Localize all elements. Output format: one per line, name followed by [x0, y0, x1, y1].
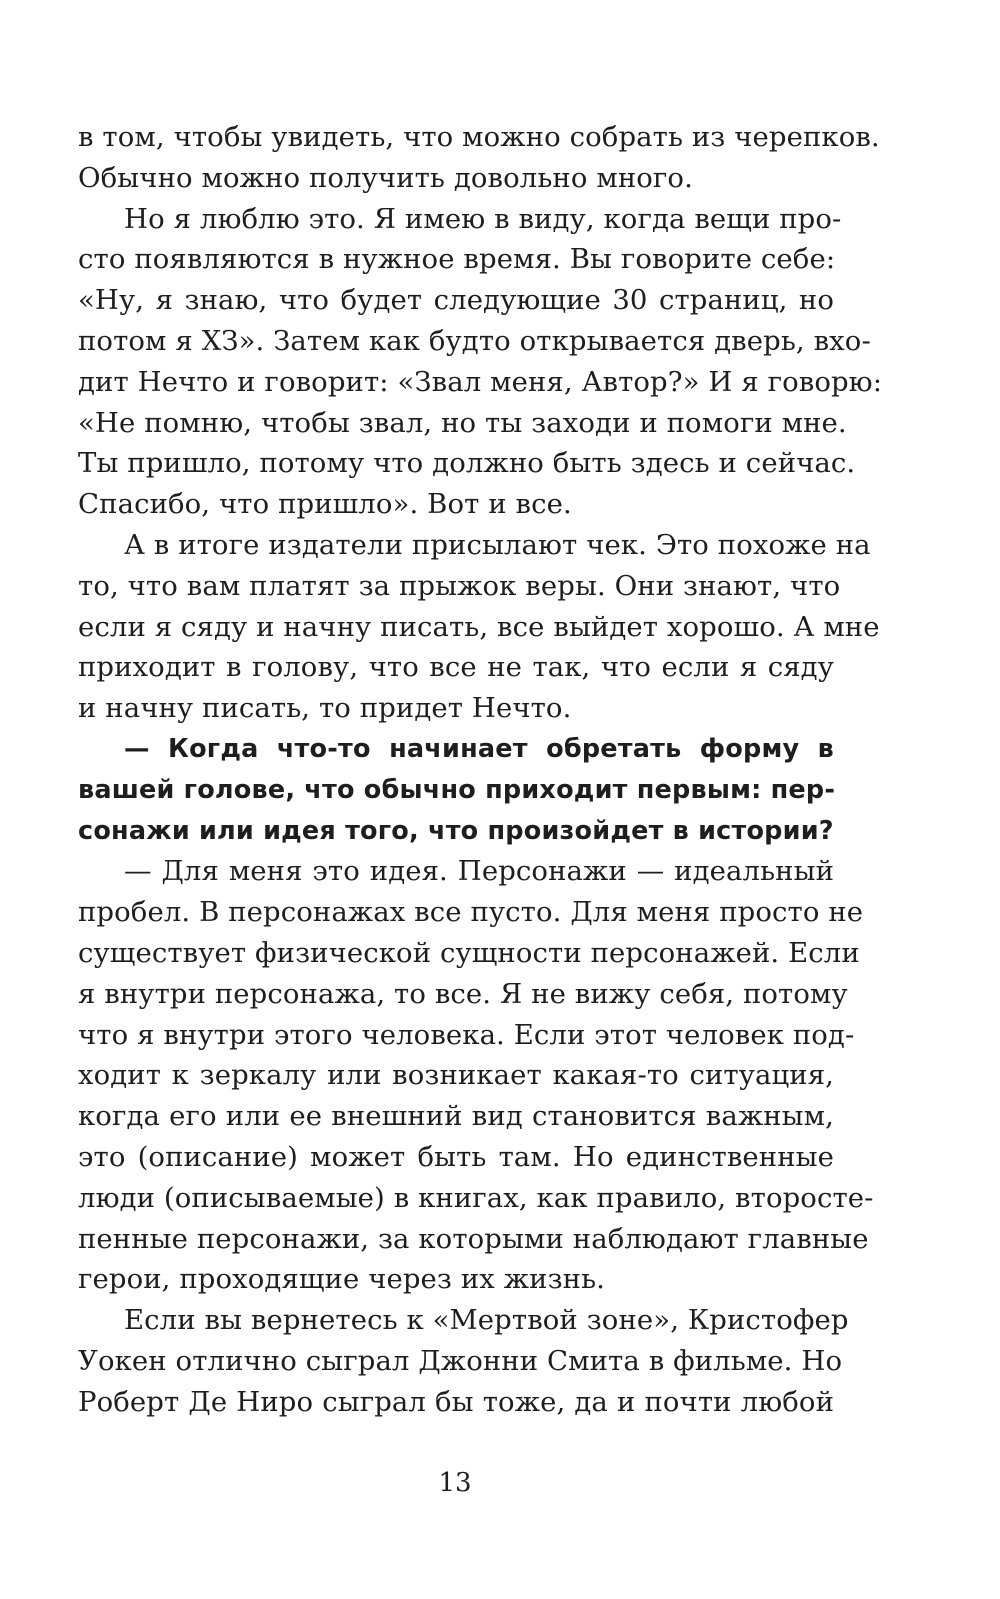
text-line: пробел. В персонажах все пусто. Для меня просто не — [78, 896, 864, 929]
text-line: Ты пришло, потому что должно быть здесь и сейчас. — [78, 447, 856, 480]
text-line: Роберт Де Ниро сыграл бы тоже, да и почти любой — [78, 1385, 834, 1418]
text-line: что я внутри этого человека. Если этот человек под- — [78, 1018, 855, 1051]
text-line: пенные персонажи, за которыми наблюдают главные — [78, 1222, 869, 1255]
text-line: потом я ХЗ». Затем как будто открывается дверь, вхо- — [78, 324, 871, 357]
text-line: я внутри персонажа, то все. Я не вижу себя, потому — [78, 977, 848, 1010]
text-line: люди (описываемые) в книгах, как правило, второсте- — [78, 1181, 874, 1214]
text-line: Обычно можно получить довольно много. — [78, 161, 693, 194]
text-line: существует физической сущности персонажей. Если — [78, 936, 860, 969]
text-line: «Ну, я знаю, что будет следующие 30 страниц, но — [78, 284, 834, 317]
text-line: когда его или ее внешний вид становится важным, — [78, 1100, 834, 1133]
text-line: «Не помню, чтобы звал, но ты заходи и помоги мне. — [78, 406, 847, 439]
text-line: приходит в голову, что все не так, что если я сяду — [78, 651, 834, 684]
question-line: — Когда что-то начинает обретать форму в — [124, 733, 834, 764]
text-line: А в итоге издатели присылают чек. Это похоже на — [124, 528, 871, 561]
text-line: и начну писать, то придет Нечто. — [78, 692, 572, 725]
text-line: — Для меня это идея. Персонажи — идеальный — [124, 855, 834, 888]
text-line: если я сяду и начну писать, все выйдет хорошо. А мне — [78, 610, 880, 643]
text-line: сто появляются в нужное время. Вы говорите себе: — [78, 243, 836, 276]
text-line: Но я люблю это. Я имею в виду, когда вещи про- — [124, 202, 842, 235]
page-number: 13 — [438, 1468, 472, 1498]
text-line: герои, проходящие через их жизнь. — [78, 1263, 606, 1296]
question-line: сонажи или идея того, что произойдет в истории? — [78, 815, 834, 846]
text-line: это (описание) может быть там. Но единственные — [78, 1140, 834, 1173]
text-line: то, что вам платят за прыжок веры. Они знают, что — [78, 569, 841, 602]
text-line: дит Нечто и говорит: «Звал меня, Автор?» И я говорю: — [78, 365, 883, 398]
text-line: Уокен отлично сыграл Джонни Смита в фильме. Но — [78, 1344, 843, 1377]
text-line: Если вы вернетесь к «Мертвой зоне», Кристофер — [124, 1304, 849, 1337]
text-line: ходит к зеркалу или возникает какая-то ситуация, — [78, 1059, 834, 1092]
text-line: Спасибо, что пришло». Вот и все. — [78, 488, 572, 521]
text-line: в том, чтобы увидеть, что можно собрать из черепков. — [78, 121, 880, 153]
page-text-block — [78, 117, 883, 1423]
question-line: вашей голове, что обычно приходит первым: пер- — [78, 774, 836, 805]
